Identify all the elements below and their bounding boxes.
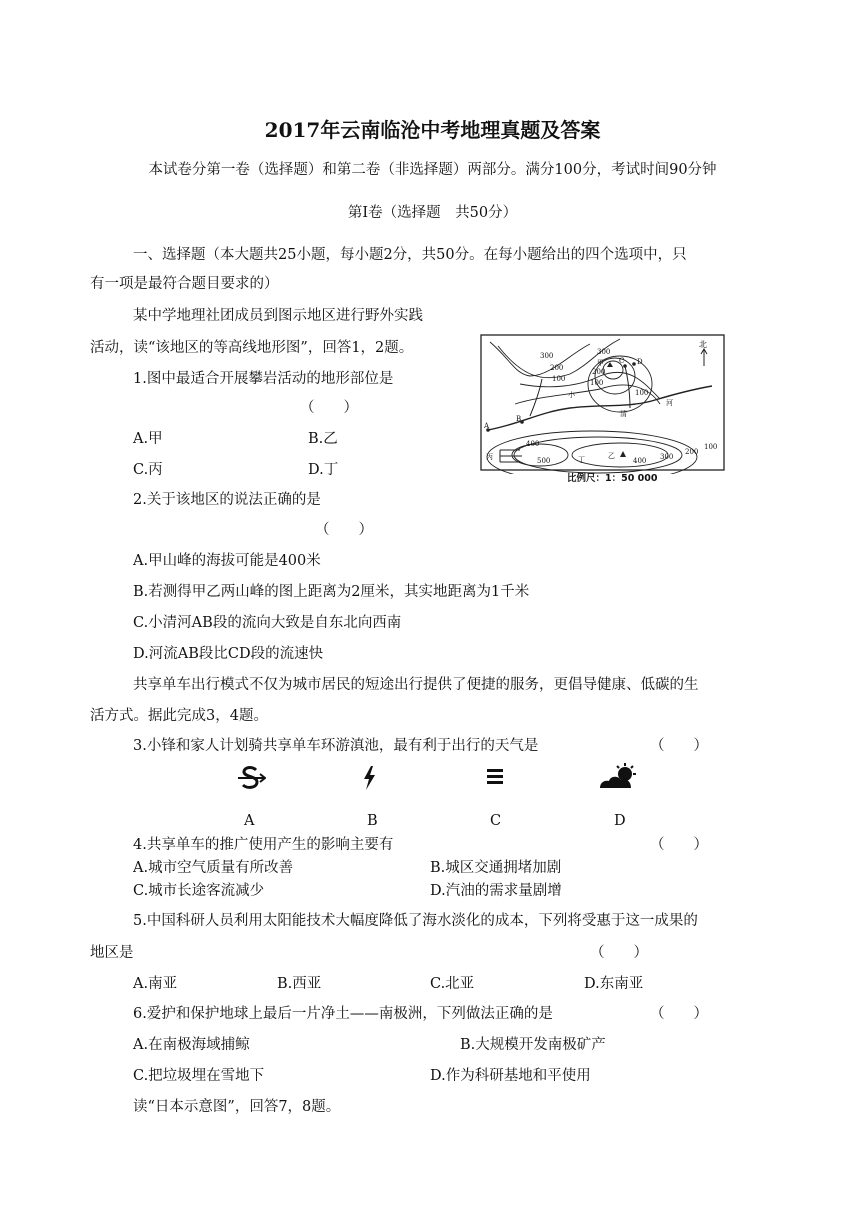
q1-option-b: B.乙 bbox=[308, 431, 338, 447]
q1-stem: 1.图中最适合开展攀岩活动的地形部位是 bbox=[133, 371, 394, 387]
q6-answer-blank: （ ） bbox=[650, 1006, 708, 1022]
q3-option-d: D bbox=[614, 813, 626, 829]
svg-text:D: D bbox=[637, 358, 643, 366]
q4-option-d: D.汽油的需求量剧增 bbox=[430, 883, 562, 899]
exam-intro: 本试卷分第一卷（选择题）和第二卷（非选择题）两部分。满分100分，考试时间90分钟 bbox=[148, 162, 717, 178]
q4-answer-blank: （ ） bbox=[650, 837, 708, 853]
svg-text:400: 400 bbox=[526, 440, 540, 448]
q6-option-a: A.在南极海域捕鲸 bbox=[133, 1037, 250, 1053]
context2-line1: 共享单车出行模式不仅为城市居民的短途出行提供了便捷的服务，更倡导健康、低碳的生 bbox=[133, 677, 699, 693]
q2-answer-blank: （ ） bbox=[315, 522, 373, 538]
q1-answer-blank: （ ） bbox=[300, 400, 358, 416]
q2-option-a: A.甲山峰的海拔可能是400米 bbox=[133, 553, 321, 569]
svg-text:小: 小 bbox=[568, 391, 575, 399]
svg-text:300: 300 bbox=[540, 352, 554, 360]
q3-stem: 3.小锋和家人计划骑共享单车环游滇池，最有利于出行的天气是 bbox=[133, 738, 539, 754]
svg-text:200: 200 bbox=[685, 448, 699, 456]
q2-option-d: D.河流AB段比CD段的流速快 bbox=[133, 646, 324, 662]
q1-option-a: A.甲 bbox=[133, 431, 163, 447]
q2-stem: 2.关于该地区的说法正确的是 bbox=[133, 492, 321, 508]
context3: 读“日本示意图”，回答7，8题。 bbox=[133, 1099, 341, 1115]
river-tributary bbox=[530, 379, 542, 416]
contour-map bbox=[480, 334, 725, 474]
cliff-icon bbox=[500, 450, 522, 462]
q3-option-a: A bbox=[244, 813, 255, 829]
q4-option-c: C.城市长途客流减少 bbox=[133, 883, 265, 899]
q5-stem-line1: 5.中国科研人员利用太阳能技术大幅度降低了海水淡化的成本，下列将受惠于这一成果的 bbox=[133, 913, 698, 929]
sandstorm-icon bbox=[236, 764, 266, 792]
river-tributary bbox=[625, 366, 630, 408]
q4-option-b: B.城区交通拥堵加剧 bbox=[430, 860, 562, 876]
svg-text:丁: 丁 bbox=[578, 456, 585, 464]
svg-text:100: 100 bbox=[552, 375, 566, 383]
part1-instruction-line1: 一、选择题（本大题共25小题，每小题2分，共50分。在每小题给出的四个选项中，只 bbox=[133, 247, 687, 263]
svg-text:A: A bbox=[484, 422, 490, 430]
map-north-label: 北 bbox=[699, 340, 707, 349]
q4-stem: 4.共享单车的推广使用产生的影响主要有 bbox=[133, 837, 394, 853]
svg-text:河: 河 bbox=[666, 399, 673, 407]
map-scale: 比例尺：1：50 000 bbox=[567, 473, 658, 484]
svg-text:400: 400 bbox=[633, 457, 647, 465]
q3-option-c: C bbox=[490, 813, 502, 829]
context2-line2: 活方式。据此完成3，4题。 bbox=[90, 708, 268, 724]
part1-instruction-line2: 有一项是最符合题目要求的） bbox=[90, 276, 279, 292]
q5-stem-line2: 地区是 bbox=[90, 945, 134, 961]
svg-text:100: 100 bbox=[590, 379, 604, 387]
q5-option-a: A.南亚 bbox=[133, 976, 178, 992]
q6-stem: 6.爱护和保护地球上最后一片净土——南极洲，下列做法正确的是 bbox=[133, 1006, 553, 1022]
q5-option-b: B.西亚 bbox=[277, 976, 322, 992]
sunny-cloudy-icon bbox=[598, 762, 638, 790]
thunderstorm-icon bbox=[361, 765, 377, 791]
svg-text:100: 100 bbox=[704, 443, 718, 451]
q2-option-b: B.若测得甲乙两山峰的图上距离为2厘米，其实地距离为1千米 bbox=[133, 584, 530, 600]
q5-option-d: D.东南亚 bbox=[584, 976, 644, 992]
q3-option-b: B bbox=[367, 813, 378, 829]
q1-option-d: D.丁 bbox=[308, 462, 339, 478]
svg-text:300: 300 bbox=[660, 453, 674, 461]
context1-line2: 活动，读“该地区的等高线地形图”，回答1，2题。 bbox=[90, 340, 414, 356]
q6-option-c: C.把垃圾埋在雪地下 bbox=[133, 1068, 265, 1084]
svg-text:甲: 甲 bbox=[597, 359, 604, 367]
contour-line bbox=[572, 443, 668, 467]
page-title: 2017年云南临沧中考地理真题及答案 bbox=[264, 118, 601, 142]
context1-line1: 某中学地理社团成员到图示地区进行野外实践 bbox=[133, 308, 423, 324]
section-heading: 第Ⅰ卷（选择题 共50分） bbox=[347, 205, 518, 221]
svg-text:B: B bbox=[516, 415, 522, 423]
q1-option-c: C.丙 bbox=[133, 462, 163, 478]
fog-icon bbox=[486, 767, 504, 785]
svg-text:200: 200 bbox=[592, 368, 606, 376]
svg-text:200: 200 bbox=[550, 364, 564, 372]
svg-text:500: 500 bbox=[537, 457, 551, 465]
q6-option-d: D.作为科研基地和平使用 bbox=[430, 1068, 591, 1084]
peak-yi-icon bbox=[620, 451, 626, 457]
q2-option-c: C.小清河AB段的流向大致是自东北向西南 bbox=[133, 615, 402, 631]
q5-option-c: C.北亚 bbox=[430, 976, 475, 992]
svg-text:乙: 乙 bbox=[608, 452, 615, 460]
q5-answer-blank: （ ） bbox=[590, 945, 648, 961]
svg-text:丙: 丙 bbox=[486, 453, 493, 461]
svg-text:100: 100 bbox=[635, 389, 649, 397]
svg-text:C: C bbox=[619, 357, 625, 365]
q6-option-b: B.大规模开发南极矿产 bbox=[460, 1037, 606, 1053]
svg-text:300: 300 bbox=[597, 348, 611, 356]
q3-answer-blank: （ ） bbox=[650, 738, 708, 754]
svg-text:清: 清 bbox=[620, 410, 627, 418]
q4-option-a: A.城市空气质量有所改善 bbox=[133, 860, 294, 876]
